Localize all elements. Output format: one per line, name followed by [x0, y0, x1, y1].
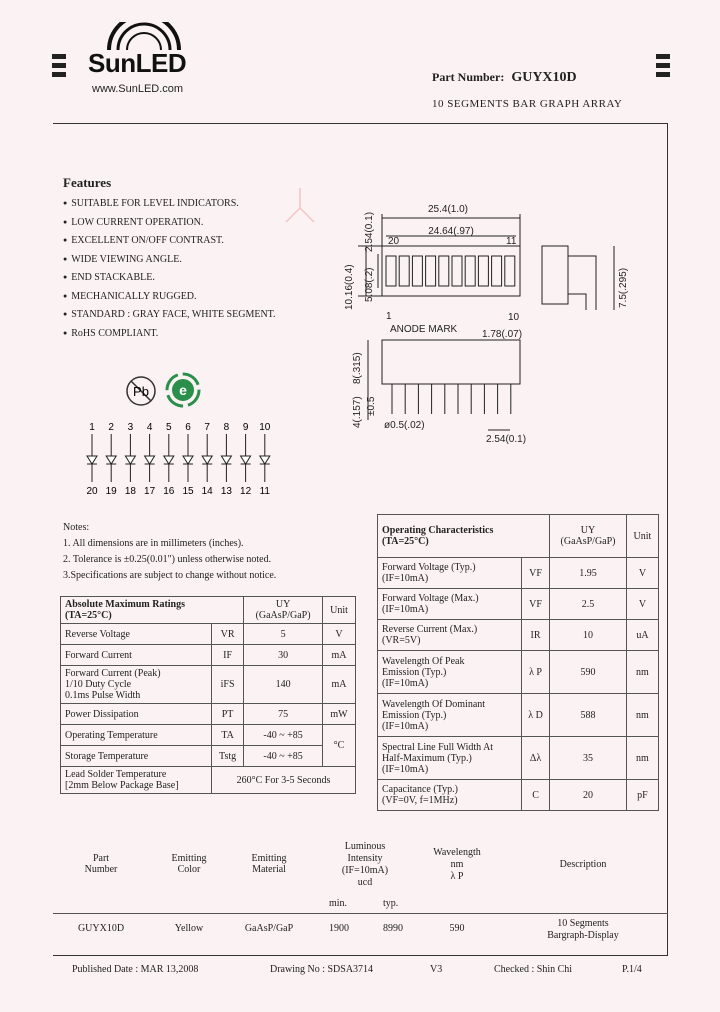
product-table [53, 843, 668, 953]
segment [505, 256, 515, 286]
table-cell: Storage Temperature [61, 746, 212, 767]
table-cell: Operating Characteristics (TA=25°C) [378, 515, 550, 558]
table-cell: Spectral Line Full Width At Half-Maximum (Typ.) (IF=10mA) [378, 737, 522, 780]
features-list [63, 196, 276, 344]
table-cell: Capacitance (Typ.) (VF=0V, f=1MHz) [378, 780, 522, 811]
intensity-min-label: min. [329, 898, 348, 909]
col-emitting-material: Emitting Material [251, 853, 287, 875]
table-cell: VF [521, 589, 549, 620]
table-row [61, 624, 356, 645]
dim-pitch-small: 1.78(.07) [482, 329, 523, 340]
table-cell: Forward Voltage (Typ.) (IF=10mA) [378, 558, 522, 589]
table-cell: Δλ [521, 737, 549, 780]
table-cell: 30 [244, 645, 323, 666]
diode-symbol [260, 434, 270, 482]
note-line: 2. Tolerance is ±0.25(0.01") unless otherwise noted. [63, 554, 272, 565]
table-cell: Absolute Maximum Ratings (TA=25°C) [61, 597, 244, 624]
table-row [378, 620, 659, 651]
dim-top-gap: 2.54(0.1) [364, 211, 375, 252]
dim-side: 7.5(.295) [618, 267, 629, 308]
cell-intensity-min: 1900 [329, 923, 349, 934]
pin-bottom-label: 16 [163, 486, 175, 497]
frame-bottom-rule [53, 955, 668, 956]
table-cell: UY (GaAsP/GaP) [550, 515, 627, 558]
product-rule [53, 913, 668, 914]
table-cell: nm [626, 651, 658, 694]
pin-top-label: 2 [108, 422, 114, 433]
table-cell: Reverse Current (Max.) (VR=5V) [378, 620, 522, 651]
pin-top-label: 10 [259, 422, 271, 433]
pin-top-label: 5 [166, 422, 172, 433]
footer-published: Published Date : MAR 13,2008 [72, 964, 199, 975]
pin-bottom-label: 19 [105, 486, 117, 497]
table-row [378, 589, 659, 620]
dim-pitch: 2.54(0.1) [486, 434, 527, 445]
table-cell: Power Dissipation [61, 704, 212, 725]
table-cell: Unit [626, 515, 658, 558]
feature-item: ● RoHS COMPLIANT. [63, 326, 276, 345]
table-header-row [61, 597, 356, 624]
feature-item: ● MECHANICALLY RUGGED. [63, 289, 276, 308]
pb-free-icon [124, 374, 158, 408]
table-cell: Wavelength Of Dominant Emission (Typ.) (IF=10mA) [378, 694, 522, 737]
table-cell: V [626, 589, 658, 620]
pin-top-label: 4 [146, 422, 153, 433]
segment [412, 256, 422, 286]
segment [439, 256, 449, 286]
table-cell: Reverse Voltage [61, 624, 212, 645]
table-cell: λ P [521, 651, 549, 694]
side-view-body [542, 246, 568, 304]
table-cell: Unit [322, 597, 355, 624]
segment [399, 256, 409, 286]
table-cell: TA [212, 725, 244, 746]
table-cell: mW [322, 704, 355, 725]
pin-bottom-label: 18 [124, 486, 136, 497]
dim-height: 10.16(0.4) [344, 264, 355, 310]
table-cell: 260°C For 3-5 Seconds [212, 767, 356, 794]
table-cell: λ D [521, 694, 549, 737]
table-row [378, 651, 659, 694]
col-wavelength: Wavelength nm λ P [433, 847, 481, 882]
table-cell: 20 [550, 780, 627, 811]
table-cell: 588 [550, 694, 627, 737]
table-row [378, 694, 659, 737]
table-cell: Tstg [212, 746, 244, 767]
table-cell: IR [521, 620, 549, 651]
pin-schematic [80, 418, 280, 500]
table-cell: -40 ~ +85 [244, 725, 323, 746]
part-number-label: Part Number: [432, 70, 505, 84]
table-cell: VR [212, 624, 244, 645]
diode-symbol [183, 434, 193, 482]
segment [386, 256, 396, 286]
diode-symbol [87, 434, 97, 482]
pin-bottom-label: 20 [86, 486, 98, 497]
dim-lead-diameter: ø0.5(.02) [384, 420, 425, 431]
dim-inner-width: 24.64(.97) [428, 226, 474, 237]
pin-bottom-label: 17 [144, 486, 156, 497]
pin-top-label: 8 [223, 422, 230, 433]
pin-bottom-label: 12 [240, 486, 252, 497]
table-cell: mA [322, 666, 355, 704]
table-cell: VF [521, 558, 549, 589]
col-luminous-intensity: Luminous Intensity (IF=10mA) ucd [341, 841, 389, 888]
part-number [432, 70, 577, 86]
footer-page: P.1/4 [622, 964, 642, 975]
brand-logo: SunLED [88, 48, 187, 78]
table-row [378, 737, 659, 780]
table-cell: mA [322, 645, 355, 666]
dim-lead: 4(.157) [352, 396, 363, 428]
table-cell: 10 [550, 620, 627, 651]
table-cell: °C [322, 725, 355, 767]
absolute-max-ratings-table [60, 596, 356, 794]
table-cell: Lead Solder Temperature [2mm Below Package Base] [61, 767, 212, 794]
segment [478, 256, 488, 286]
registration-mark [52, 63, 66, 68]
registration-mark [656, 63, 670, 68]
table-cell: 35 [550, 737, 627, 780]
note-line: 3.Specifications are subject to change without notice. [63, 570, 277, 581]
notes-title: Notes: [63, 522, 90, 533]
registration-mark [656, 54, 670, 59]
table-cell: -40 ~ +85 [244, 746, 323, 767]
table-header-row [378, 515, 659, 558]
pin-bottom-label: 15 [182, 486, 194, 497]
registration-mark [52, 72, 66, 77]
table-cell: 140 [244, 666, 323, 704]
table-cell: V [626, 558, 658, 589]
segment [465, 256, 475, 286]
pin-1-label: 1 [386, 311, 392, 322]
pin-top-label: 3 [127, 422, 134, 433]
diode-symbol [221, 434, 231, 482]
product-subtitle: 10 SEGMENTS BAR GRAPH ARRAY [432, 98, 623, 110]
table-cell: IF [212, 645, 244, 666]
segment [426, 256, 436, 286]
cell-intensity-typ: 8990 [383, 923, 403, 934]
intensity-typ-label: typ. [383, 898, 399, 909]
pin-bottom-label: 11 [259, 486, 270, 497]
table-cell: 590 [550, 651, 627, 694]
table-cell: iFS [212, 666, 244, 704]
table-cell: Forward Current [61, 645, 212, 666]
table-row [61, 746, 356, 767]
diode-symbol [241, 434, 251, 482]
pin-11-label: 11 [506, 236, 517, 247]
bottom-view-body [382, 340, 520, 384]
table-cell: PT [212, 704, 244, 725]
diode-symbol [202, 434, 212, 482]
dim-overall-width: 25.4(1.0) [427, 204, 469, 215]
table-cell: nm [626, 737, 658, 780]
rohs-e-icon [164, 371, 202, 409]
table-cell: UY (GaAsP/GaP) [244, 597, 323, 624]
table-row [61, 725, 356, 746]
feature-item: ● LOW CURRENT OPERATION. [63, 215, 276, 234]
table-row [378, 558, 659, 589]
feature-item: ● END STACKABLE. [63, 270, 276, 289]
table-cell: V [322, 624, 355, 645]
table-row [378, 780, 659, 811]
cell-part-number: GUYX10D [77, 923, 125, 934]
feature-item: ● STANDARD : GRAY FACE, WHITE SEGMENT. [63, 307, 276, 326]
pin-top-label: 6 [185, 422, 191, 433]
col-part-number: Part Number [84, 853, 118, 875]
table-cell: 1.95 [550, 558, 627, 589]
registration-mark [52, 54, 66, 59]
operating-characteristics-table [377, 514, 659, 811]
cell-wavelength: 590 [449, 923, 465, 934]
pin-10-label: 10 [508, 312, 520, 323]
pin-top-label: 1 [89, 422, 95, 433]
cell-emitting-material: GaAsP/GaP [244, 923, 294, 934]
dim-body-height: 8(.315) [352, 352, 363, 384]
table-cell: Forward Current (Peak) 1/10 Duty Cycle 0.1ms Pulse Width [61, 666, 212, 704]
table-cell: pF [626, 780, 658, 811]
segment [452, 256, 462, 286]
frame-top-rule [53, 123, 668, 124]
feature-item: ● WIDE VIEWING ANGLE. [63, 252, 276, 271]
brand-url[interactable]: www.SunLED.com [92, 83, 184, 95]
footer-version: V3 [430, 964, 443, 975]
table-row [61, 767, 356, 794]
segment [492, 256, 502, 286]
table-row [61, 704, 356, 725]
pb-free-label: Pb [133, 384, 149, 399]
feature-item: ● EXCELLENT ON/OFF CONTRAST. [63, 233, 276, 252]
diode-symbol [164, 434, 174, 482]
footer-checked: Checked : Shin Chi [494, 964, 573, 975]
pin-top-label: 9 [242, 422, 249, 433]
footer-drawing: Drawing No : SDSA3714 [270, 964, 374, 975]
diode-symbol [106, 434, 116, 482]
pin-20-label: 20 [388, 236, 400, 247]
table-row [61, 666, 356, 704]
note-line: 1. All dimensions are in millimeters (inches). [63, 538, 244, 549]
part-number-value: GUYX10D [511, 70, 577, 85]
package-dimension-drawing [338, 192, 668, 454]
table-cell: 2.5 [550, 589, 627, 620]
table-cell: Wavelength Of Peak Emission (Typ.) (IF=10mA) [378, 651, 522, 694]
pin-bottom-label: 14 [201, 486, 213, 497]
dim-seg-height: 5.08(.2) [364, 267, 375, 302]
diode-symbol [145, 434, 155, 482]
table-cell: C [521, 780, 549, 811]
rohs-e-label: e [179, 382, 187, 398]
notes [63, 520, 276, 584]
table-cell: Operating Temperature [61, 725, 212, 746]
dim-tolerance: ±0.5 [366, 396, 377, 416]
col-emitting-color: Emitting Color [171, 853, 207, 875]
registration-mark [656, 72, 670, 77]
cell-description: 10 Segments Bargraph-Display [547, 918, 619, 941]
table-cell: nm [626, 694, 658, 737]
front-view-body [382, 246, 520, 296]
diode-symbol [125, 434, 135, 482]
table-cell: 75 [244, 704, 323, 725]
table-cell: uA [626, 620, 658, 651]
features-title: Features [63, 175, 112, 190]
pin-bottom-label: 13 [220, 486, 232, 497]
cell-emitting-color: Yellow [174, 923, 204, 934]
watermark-icon [282, 186, 318, 226]
table-cell: 5 [244, 624, 323, 645]
col-description: Description [559, 859, 607, 870]
table-row [61, 645, 356, 666]
pin-top-label: 7 [204, 422, 210, 433]
feature-item: ● SUITABLE FOR LEVEL INDICATORS. [63, 196, 276, 215]
table-cell: Forward Voltage (Max.) (IF=10mA) [378, 589, 522, 620]
anode-mark-label: ANODE MARK [390, 324, 458, 335]
